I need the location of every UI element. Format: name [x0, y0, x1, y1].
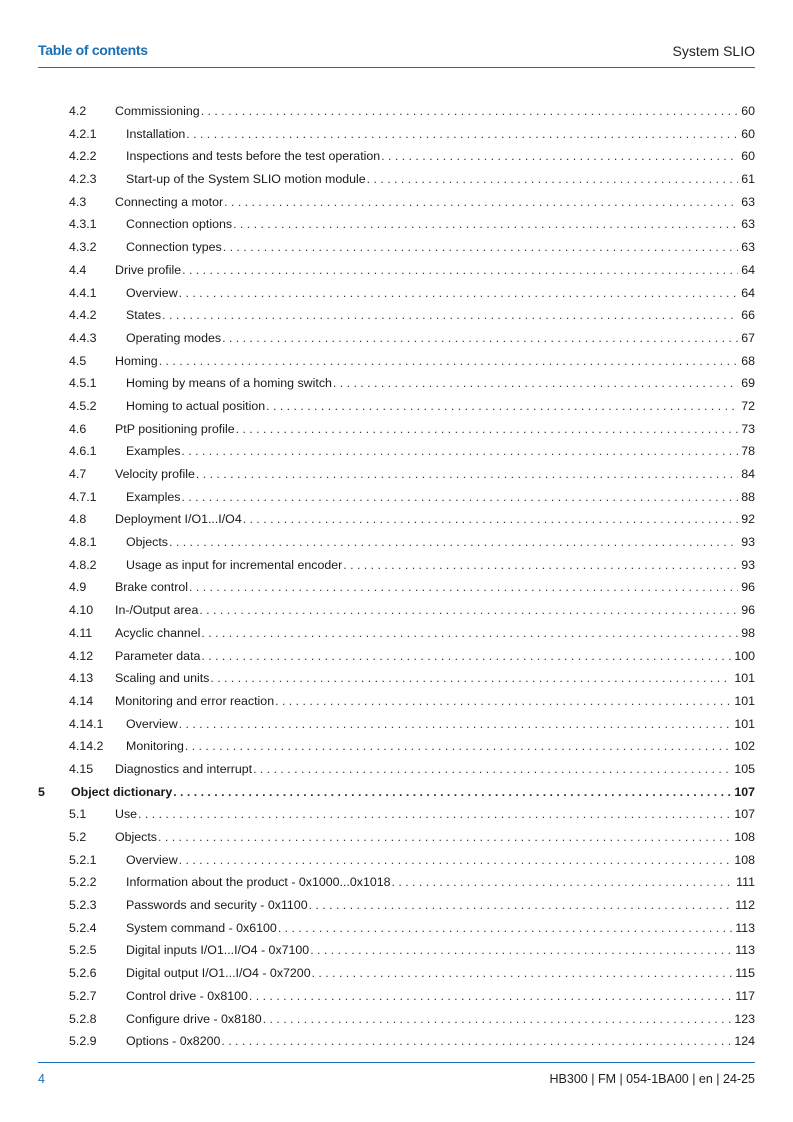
toc-entry-page[interactable]: 92 [741, 512, 755, 527]
toc-entry-body [115, 645, 755, 668]
toc-entry-page[interactable]: 113 [735, 943, 755, 958]
product-name: System SLIO [672, 43, 755, 59]
dot-leader [253, 758, 731, 781]
dot-leader [181, 440, 738, 463]
toc-entry[interactable] [38, 849, 755, 872]
toc-entry-title[interactable]: Examples [126, 444, 181, 459]
toc-entry-body [126, 713, 755, 736]
toc-entry-title[interactable]: Overview [126, 285, 178, 300]
toc-entry[interactable] [38, 1030, 755, 1053]
toc-entry-title[interactable]: Homing [115, 353, 158, 368]
dot-leader [179, 849, 732, 872]
toc-entry-number: 4.4.3 [69, 330, 97, 345]
toc-entry-page[interactable]: 107 [734, 784, 755, 799]
toc-entry[interactable] [38, 395, 755, 418]
toc-entry-body [126, 395, 755, 418]
toc-entry-body [115, 191, 755, 214]
toc-entry-number: 4.5.1 [69, 376, 97, 391]
dot-leader [186, 123, 738, 146]
toc-entry-page[interactable]: 68 [741, 353, 755, 368]
toc-entry-body [126, 440, 755, 463]
toc-entry-title[interactable]: Velocity profile [115, 467, 195, 481]
toc-entry-body [115, 622, 755, 645]
toc-entry-title[interactable]: Overview [126, 716, 178, 731]
toc-entry[interactable] [38, 531, 755, 554]
toc-entry-number: 4.3 [69, 194, 87, 209]
toc-entry-title[interactable]: PtP positioning profile [115, 421, 235, 436]
toc-entry-body [126, 917, 755, 940]
toc-entry[interactable] [38, 1008, 755, 1031]
toc-entry-body [126, 213, 755, 236]
toc-entry[interactable] [38, 554, 755, 577]
toc-entry-body [115, 418, 755, 441]
dot-leader [392, 871, 734, 894]
toc-entry-number: 4.14 [69, 693, 94, 708]
toc-entry-body [126, 486, 755, 509]
dot-leader [233, 213, 738, 236]
toc-entry-body [71, 781, 755, 804]
toc-entry-number: 4.8.2 [69, 557, 97, 572]
dot-leader [266, 395, 738, 418]
toc-entry-number: 4.15 [69, 761, 94, 776]
toc-entry-body [115, 803, 755, 826]
toc-entry[interactable] [38, 939, 755, 962]
toc-entry-page[interactable]: 100 [734, 648, 755, 663]
toc-entry[interactable] [38, 645, 755, 668]
toc-entry-body [115, 826, 755, 849]
toc-entry-title[interactable]: Passwords and security - 0x1100 [126, 898, 308, 913]
toc-entry-page[interactable]: 108 [734, 852, 755, 867]
toc-entry-page[interactable]: 115 [735, 966, 755, 981]
toc-entry-body [115, 508, 755, 531]
page-number: 4 [38, 1072, 45, 1086]
toc-entry-body [115, 690, 755, 713]
toc-entry-body [126, 145, 755, 168]
footer-divider [38, 1062, 755, 1063]
toc-entry-number: 5.2.6 [69, 966, 97, 981]
dot-leader [263, 1008, 732, 1031]
toc-entry[interactable] [38, 985, 755, 1008]
toc-entry-body [126, 871, 755, 894]
toc-entry-page[interactable]: 60 [741, 126, 755, 141]
toc-entry-body [126, 849, 755, 872]
toc-entry-number: 4.12 [69, 648, 94, 663]
dot-leader [182, 259, 738, 282]
toc-entry-body [126, 554, 755, 577]
toc-entry-number: 5.1 [69, 807, 87, 822]
dot-leader [312, 962, 733, 985]
toc-entry-page[interactable]: 84 [741, 467, 755, 481]
dot-leader [222, 327, 738, 350]
toc-entry[interactable] [38, 758, 755, 781]
toc-entry-page[interactable]: 96 [741, 580, 755, 595]
toc-entry-page[interactable]: 123 [734, 1011, 755, 1026]
section-title: Table of contents [38, 42, 148, 58]
dot-leader [162, 304, 738, 327]
toc-entry-page[interactable]: 63 [741, 217, 755, 232]
toc-entry-page[interactable]: 78 [741, 444, 755, 459]
toc-entry[interactable] [38, 168, 755, 191]
toc-entry-page[interactable]: 102 [734, 739, 755, 754]
dot-leader [243, 508, 738, 531]
toc-entry-body [115, 259, 755, 282]
dot-leader [278, 917, 732, 940]
dot-leader [199, 599, 738, 622]
toc-entry-number: 4.10 [69, 603, 94, 618]
toc-entry-page[interactable]: 96 [741, 603, 755, 618]
toc-entry[interactable] [38, 781, 755, 804]
toc-entry-title[interactable]: Options - 0x8200 [126, 1034, 221, 1049]
document-reference: HB300 | FM | 054-1BA00 | en | 24-25 [549, 1072, 755, 1086]
dot-leader [196, 463, 738, 486]
toc-entry-body [126, 304, 755, 327]
dot-leader [210, 667, 731, 690]
toc-entry-body [126, 985, 755, 1008]
toc-entry-title[interactable]: System command - 0x6100 [126, 920, 277, 935]
toc-entry-body [126, 735, 755, 758]
toc-entry-body [126, 894, 755, 917]
toc-entry-body [126, 372, 755, 395]
toc-entry-page[interactable]: 60 [741, 149, 755, 164]
toc-entry-number: 4.5.2 [69, 398, 97, 413]
toc-entry-page[interactable]: 101 [734, 671, 755, 686]
dot-leader [189, 576, 738, 599]
toc-entry-title[interactable]: Objects [126, 535, 169, 550]
toc-entry-number: 5.2.9 [69, 1034, 97, 1049]
toc-entry-number: 4.3.1 [69, 217, 97, 232]
dot-leader [169, 531, 738, 554]
dot-leader [201, 100, 739, 123]
dot-leader [181, 486, 738, 509]
toc-entry-number: 5.2 [69, 830, 87, 844]
toc-entry[interactable] [38, 463, 755, 486]
toc-entry-page[interactable]: 105 [734, 761, 755, 776]
toc-entry-page[interactable]: 93 [741, 557, 755, 572]
toc-entry[interactable] [38, 304, 755, 327]
toc-entry-page[interactable]: 98 [741, 625, 755, 640]
toc-entry-number: 4.8.1 [69, 535, 97, 550]
toc-entry-page[interactable]: 61 [741, 172, 755, 187]
toc-entry-body [126, 531, 755, 554]
toc-entry-body [126, 168, 755, 191]
toc-entry[interactable] [38, 917, 755, 940]
toc-entry[interactable] [38, 236, 755, 259]
toc-entry-body [115, 667, 755, 690]
toc-entry-body [115, 576, 755, 599]
toc-entry-title[interactable]: Operating modes [126, 330, 222, 345]
toc-entry-page[interactable]: 63 [741, 194, 755, 209]
toc-entry-title[interactable]: Control drive - 0x8100 [126, 988, 248, 1003]
toc-entry-body [126, 962, 755, 985]
toc-entry-number: 4.6 [69, 421, 87, 436]
table-of-contents [38, 100, 755, 1053]
toc-entry-number: 4.4.1 [69, 285, 97, 300]
toc-entry-body [115, 100, 755, 123]
toc-entry-title[interactable]: Diagnostics and interrupt [115, 761, 253, 776]
header-divider [38, 67, 755, 68]
toc-entry-number: 4.7 [69, 467, 87, 481]
toc-entry-page[interactable]: 111 [736, 875, 755, 890]
toc-entry[interactable] [38, 803, 755, 826]
toc-entry[interactable] [38, 622, 755, 645]
toc-entry[interactable] [38, 599, 755, 622]
dot-leader [138, 803, 731, 826]
toc-entry[interactable] [38, 667, 755, 690]
toc-entry-title[interactable]: Digital output I/O1...I/O4 - 0x7200 [126, 966, 311, 981]
toc-entry[interactable] [38, 145, 755, 168]
dot-leader [179, 282, 739, 305]
dot-leader [158, 826, 731, 849]
dot-leader [173, 781, 731, 804]
dot-leader [249, 985, 732, 1008]
toc-entry-number: 4.14.2 [69, 739, 104, 754]
toc-entry[interactable] [38, 350, 755, 373]
toc-entry-title[interactable]: Scaling and units [115, 671, 210, 686]
toc-entry[interactable] [38, 123, 755, 146]
toc-entry-body [115, 350, 755, 373]
dot-leader [309, 894, 733, 917]
toc-entry-title[interactable]: Deployment I/O1...I/O4 [115, 512, 242, 527]
dot-leader [201, 645, 731, 668]
toc-entry-number: 4.4.2 [69, 308, 97, 323]
toc-entry-page[interactable]: 113 [735, 920, 755, 935]
toc-entry-page[interactable]: 69 [741, 376, 755, 391]
dot-leader [310, 939, 732, 962]
dot-leader [381, 145, 738, 168]
dot-leader [223, 236, 738, 259]
toc-entry-title[interactable]: Connecting a motor [115, 194, 224, 209]
toc-entry-number: 5.2.2 [69, 875, 97, 890]
toc-entry[interactable] [38, 735, 755, 758]
toc-entry-body [126, 1008, 755, 1031]
toc-entry[interactable] [38, 894, 755, 917]
toc-entry-body [115, 463, 755, 486]
dot-leader [221, 1030, 731, 1053]
toc-entry-page[interactable]: 101 [734, 693, 755, 708]
toc-entry-number: 5.2.7 [69, 988, 97, 1003]
toc-entry-title[interactable]: Examples [126, 489, 181, 504]
toc-entry-title[interactable]: Homing to actual position [126, 398, 266, 413]
toc-entry-page[interactable]: 64 [741, 262, 755, 277]
toc-entry[interactable] [38, 282, 755, 305]
toc-entry[interactable] [38, 259, 755, 282]
toc-entry-page[interactable]: 108 [734, 830, 755, 844]
toc-entry-number: 5.2.8 [69, 1011, 97, 1026]
toc-entry-page[interactable]: 107 [734, 807, 755, 822]
toc-entry-number: 5.2.4 [69, 920, 97, 935]
toc-entry-body [126, 1030, 755, 1053]
toc-entry-title[interactable]: Overview [126, 852, 178, 867]
dot-leader [367, 168, 739, 191]
dot-leader [159, 350, 739, 373]
toc-entry-page[interactable]: 88 [741, 489, 755, 504]
toc-entry-title[interactable]: Installation [126, 126, 186, 141]
toc-entry[interactable] [38, 418, 755, 441]
toc-entry-number: 4.6.1 [69, 444, 97, 459]
toc-entry-page[interactable]: 60 [741, 104, 755, 118]
toc-entry-page[interactable]: 73 [741, 421, 755, 436]
toc-entry[interactable] [38, 327, 755, 350]
toc-entry-number: 4.4 [69, 262, 87, 277]
toc-entry-title[interactable]: States [126, 308, 162, 323]
toc-entry-title[interactable]: Connection types [126, 240, 222, 255]
toc-entry-title[interactable]: Monitoring [126, 739, 184, 754]
toc-entry-number: 5.2.1 [69, 852, 97, 867]
toc-entry[interactable] [38, 871, 755, 894]
toc-entry-number: 4.11 [69, 625, 93, 640]
toc-entry-number: 4.14.1 [69, 716, 104, 731]
toc-entry[interactable] [38, 508, 755, 531]
toc-entry-body [126, 939, 755, 962]
toc-entry[interactable] [38, 690, 755, 713]
toc-entry[interactable] [38, 440, 755, 463]
dot-leader [275, 690, 731, 713]
toc-entry-page[interactable]: 112 [735, 898, 755, 913]
toc-entry-title[interactable]: Acyclic channel [115, 625, 201, 640]
toc-entry-body [115, 758, 755, 781]
toc-entry-body [126, 327, 755, 350]
toc-entry-page[interactable]: 67 [741, 330, 755, 345]
toc-entry-page[interactable]: 93 [741, 535, 755, 550]
toc-entry-title[interactable]: Start-up of the System SLIO motion module [126, 172, 366, 187]
toc-entry-number: 4.7.1 [69, 489, 97, 504]
toc-entry-number: 4.9 [69, 580, 87, 595]
dot-leader [201, 622, 738, 645]
toc-entry-number: 4.2.2 [69, 149, 97, 164]
dot-leader [333, 372, 738, 395]
toc-entry[interactable] [38, 962, 755, 985]
toc-entry-number: 4.8 [69, 512, 87, 527]
toc-entry[interactable] [38, 372, 755, 395]
toc-entry-title[interactable]: Homing by means of a homing switch [126, 376, 332, 391]
toc-entry-page[interactable]: 124 [734, 1034, 755, 1049]
toc-entry-body [115, 599, 755, 622]
toc-entry[interactable] [38, 100, 755, 123]
toc-entry-number: 5.2.3 [69, 898, 97, 913]
dot-leader [343, 554, 738, 577]
toc-entry-title[interactable]: Objects [115, 830, 158, 844]
toc-entry[interactable] [38, 213, 755, 236]
toc-entry-title[interactable]: In-/Output area [115, 603, 199, 618]
toc-entry-number: 4.5 [69, 353, 87, 368]
toc-entry-number: 4.2 [69, 104, 87, 118]
toc-entry-title[interactable]: Use [115, 807, 138, 822]
toc-entry-body [126, 282, 755, 305]
toc-entry-page[interactable]: 72 [741, 398, 755, 413]
toc-entry-title[interactable]: Inspections and tests before the test operation [126, 149, 381, 164]
toc-entry-body [126, 123, 755, 146]
dot-leader [179, 713, 732, 736]
toc-entry-number: 4.3.2 [69, 240, 97, 255]
toc-entry[interactable] [38, 713, 755, 736]
toc-entry-number: 5 [38, 784, 45, 799]
toc-entry-title[interactable]: Usage as input for incremental encoder [126, 557, 343, 572]
toc-entry-page[interactable]: 101 [734, 716, 755, 731]
toc-entry-title[interactable]: Commissioning [115, 104, 200, 118]
toc-entry[interactable] [38, 191, 755, 214]
toc-entry[interactable] [38, 826, 755, 849]
toc-entry[interactable] [38, 486, 755, 509]
toc-entry-page[interactable]: 63 [741, 240, 755, 255]
toc-entry-title[interactable]: Brake control [115, 580, 189, 595]
toc-entry[interactable] [38, 576, 755, 599]
toc-entry-number: 4.2.3 [69, 172, 97, 187]
dot-leader [185, 735, 731, 758]
toc-entry-title[interactable]: Information about the product - 0x1000...0x1018 [126, 875, 391, 890]
toc-entry-title[interactable]: Monitoring and error reaction [115, 693, 275, 708]
toc-entry-number: 5.2.5 [69, 943, 97, 958]
toc-entry-title[interactable]: Parameter data [115, 648, 201, 663]
toc-entry-title[interactable]: Digital inputs I/O1...I/O4 - 0x7100 [126, 943, 310, 958]
toc-entry-number: 4.13 [69, 671, 94, 686]
toc-entry-title[interactable]: Drive profile [115, 262, 182, 277]
dot-leader [236, 418, 739, 441]
toc-entry-title[interactable]: Configure drive - 0x8180 [126, 1011, 262, 1026]
toc-entry-page[interactable]: 64 [741, 285, 755, 300]
dot-leader [224, 191, 738, 214]
toc-entry-number: 4.2.1 [69, 126, 97, 141]
toc-entry-page[interactable]: 117 [735, 988, 755, 1003]
toc-entry-title[interactable]: Connection options [126, 217, 233, 232]
toc-entry-body [126, 236, 755, 259]
toc-entry-page[interactable]: 66 [741, 308, 755, 323]
toc-entry-title[interactable]: Object dictionary [71, 784, 173, 799]
